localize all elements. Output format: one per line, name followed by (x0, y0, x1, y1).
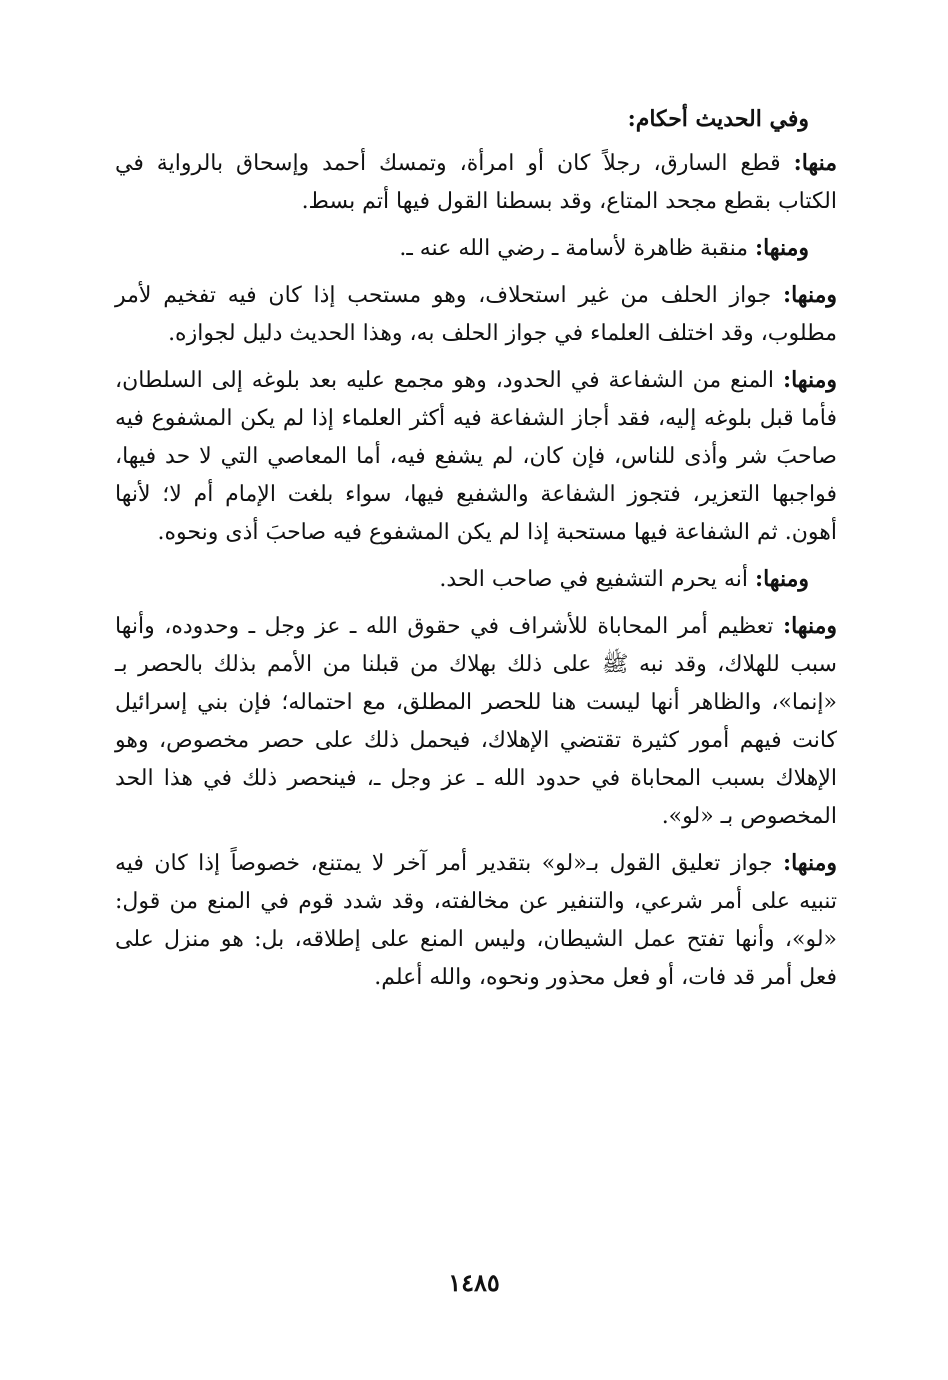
page-number: ١٤٨٥ (448, 1268, 500, 1297)
paragraph-text: تعظيم أمر المحاباة للأشراف في حقوق الله ـ عز وجل ـ وحدوده، وأنها سبب للهلاك، وقد نبه ﷺ على ذلك بهلاك من قبلنا من الأمم بذلك بالحصر بـ «إنما»، والظاهر أنها ليست هنا للحصر المطلق، مع احتماله؛ فإن بني إسرائيل كانت فيهم أمور كثيرة تقتضي الإهلاك، فيحمل ذلك على حصر مخصوص، وهو الإهلاك بسبب المحاباة في حدود الله ـ عز وجل ـ، فينحصر ذلك في هذا الحد المخصوص بـ «لو». (115, 614, 837, 829)
paragraph-lead: ومنها: (782, 367, 837, 393)
paragraph-lead: ومنها: (782, 282, 837, 308)
paragraph-text: منقبة ظاهرة لأسامة ـ رضي الله عنه ـ. (399, 236, 755, 261)
paragraph-4 (115, 361, 837, 552)
paragraph-7 (115, 844, 837, 997)
paragraph-6 (115, 607, 837, 836)
paragraph-1 (115, 144, 837, 221)
paragraph-text: جواز تعليق القول بـ«لو» بتقدير أمر آخر لا يمتنع، خصوصاً إذا كان فيه تنبيه على أمر شرعي، والتنفير عن مخالفته، وقد شدد قوم في المنع من قول: «لو»، وأنها تفتح عمل الشيطان، وليس المنع على إطلاقه، بل: هو منزل على فعل أمر قد فات، أو فعل محذور ونحوه، والله أعلم. (115, 851, 837, 990)
paragraph-lead: ومنها: (754, 235, 809, 261)
paragraph-3 (115, 276, 837, 353)
paragraph-lead: ومنها: (754, 566, 809, 592)
paragraph-5 (115, 560, 837, 599)
paragraph-text: المنع من الشفاعة في الحدود، وهو مجمع عليه بعد بلوغه إلى السلطان، فأما قبل بلوغه إليه، فقد أجاز الشفاعة فيه أكثر العلماء إذا لم يكن المشفوع فيه صاحبَ شر وأذى للناس، فإن كان، لم يشفع فيه، أما المعاصي التي لا حد فيها، فواجبها التعزير، فتجوز الشفاعة والشفيع فيها، سواء بلغت الإمام أم لا؛ لأنها أهون. ثم الشفاعة فيها مستحبة إذا لم يكن المشفوع فيه صاحبَ أذى ونحوه. (115, 368, 837, 545)
page-body (115, 100, 837, 1005)
paragraph-lead: منها: (793, 150, 837, 176)
section-heading: وفي الحديث أحكام: (627, 106, 809, 132)
paragraph-2 (115, 229, 837, 268)
paragraph-lead: ومنها: (782, 850, 837, 876)
paragraph-text: قطع السارق، رجلاً كان أو امرأة، وتمسك أحمد وإسحاق بالرواية في الكتاب بقطع مجحد المتاع، وقد بسطنا القول فيها أتم بسط. (115, 151, 837, 214)
paragraph-text: جواز الحلف من غير استحلاف، وهو مستحب إذا كان فيه تفخيم لأمر مطلوب، وقد اختلف العلماء في جواز الحلف به، وهذا الحديث دليل لجوازه. (115, 283, 837, 346)
paragraph-lead: ومنها: (782, 613, 837, 639)
paragraph-text: أنه يحرم التشفيع في صاحب الحد. (439, 567, 755, 592)
